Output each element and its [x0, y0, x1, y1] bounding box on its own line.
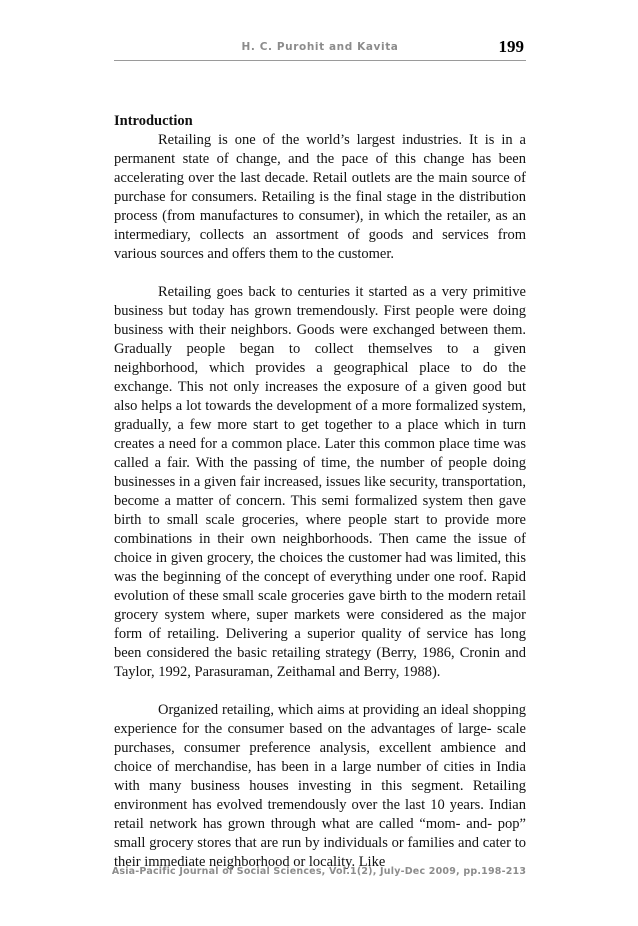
header-authors: H. C. Purohit and Kavita	[241, 41, 399, 53]
running-header	[114, 36, 526, 61]
paragraph-3: Organized retailing, which aims at providing an ideal shopping experience for the consumer based on the advantages of large- scale purchases, consumer preference analysis, excellent ambience and choice of merchandise, has been in a large number of cities in India with many business houses investing in this segment. Retailing environment has evolved tremendously over the last 10 years. Indian retail network has grown through what are called “mom- and- pop” small grocery stores that are run by individuals or families and cater to their immediate neighborhood or locality. Like	[114, 702, 526, 870]
paragraph-1: Retailing is one of the world’s largest industries. It is in a permanent state of change, and the pace of this change has been accelerating over the last decade. Retail outlets are the main source of purchase for consumers. Retailing is the final stage in the distribution process (from manufactures to consumer), in which the retailer, as an intermediary, collects an assortment of goods and services from various sources and offers them to the customer.	[114, 132, 526, 262]
section-heading: Introduction	[114, 113, 193, 129]
paragraph-2: Retailing goes back to centuries it started as a very primitive business but today has grown tremendously. First people were doing business with their neighbors. Goods were exchanged between them. Gradually people began to collect themselves to a given neighborhood, which provides a geographical place to do the exchange. This not only increases the exposure of a given good but also helps a lot towards the development of a more formalized system, gradually, a few more start to get together to a place which in turn creates a need for a common place. Later this common place time was called a fair. With the passing of time, the number of people doing businesses in a given fair increased, issues like security, transportation, become a matter of concern. This semi formalized system then gave birth to small scale groceries, where people start to provide more combinations in their own neighborhoods. Then came the issue of choice in given grocery, the choices the customer had was limited, this was the beginning of the concept of everything under one roof. Rapid evolution of these small scale groceries gave birth to the modern retail grocery system where, super markets were considered as the major form of retailing. Delivering a superior quality of service has long been considered the basic retailing strategy (Berry, 1986, Cronin and Taylor, 1992, Parasuraman, Zeithamal and Berry, 1988).	[114, 284, 526, 680]
page-number: 199	[498, 37, 524, 56]
journal-citation-footer: Asia-Pacific Journal of Social Sciences, Vol.1(2), July-Dec 2009, pp.198-213	[111, 866, 527, 877]
article-body	[114, 112, 526, 872]
